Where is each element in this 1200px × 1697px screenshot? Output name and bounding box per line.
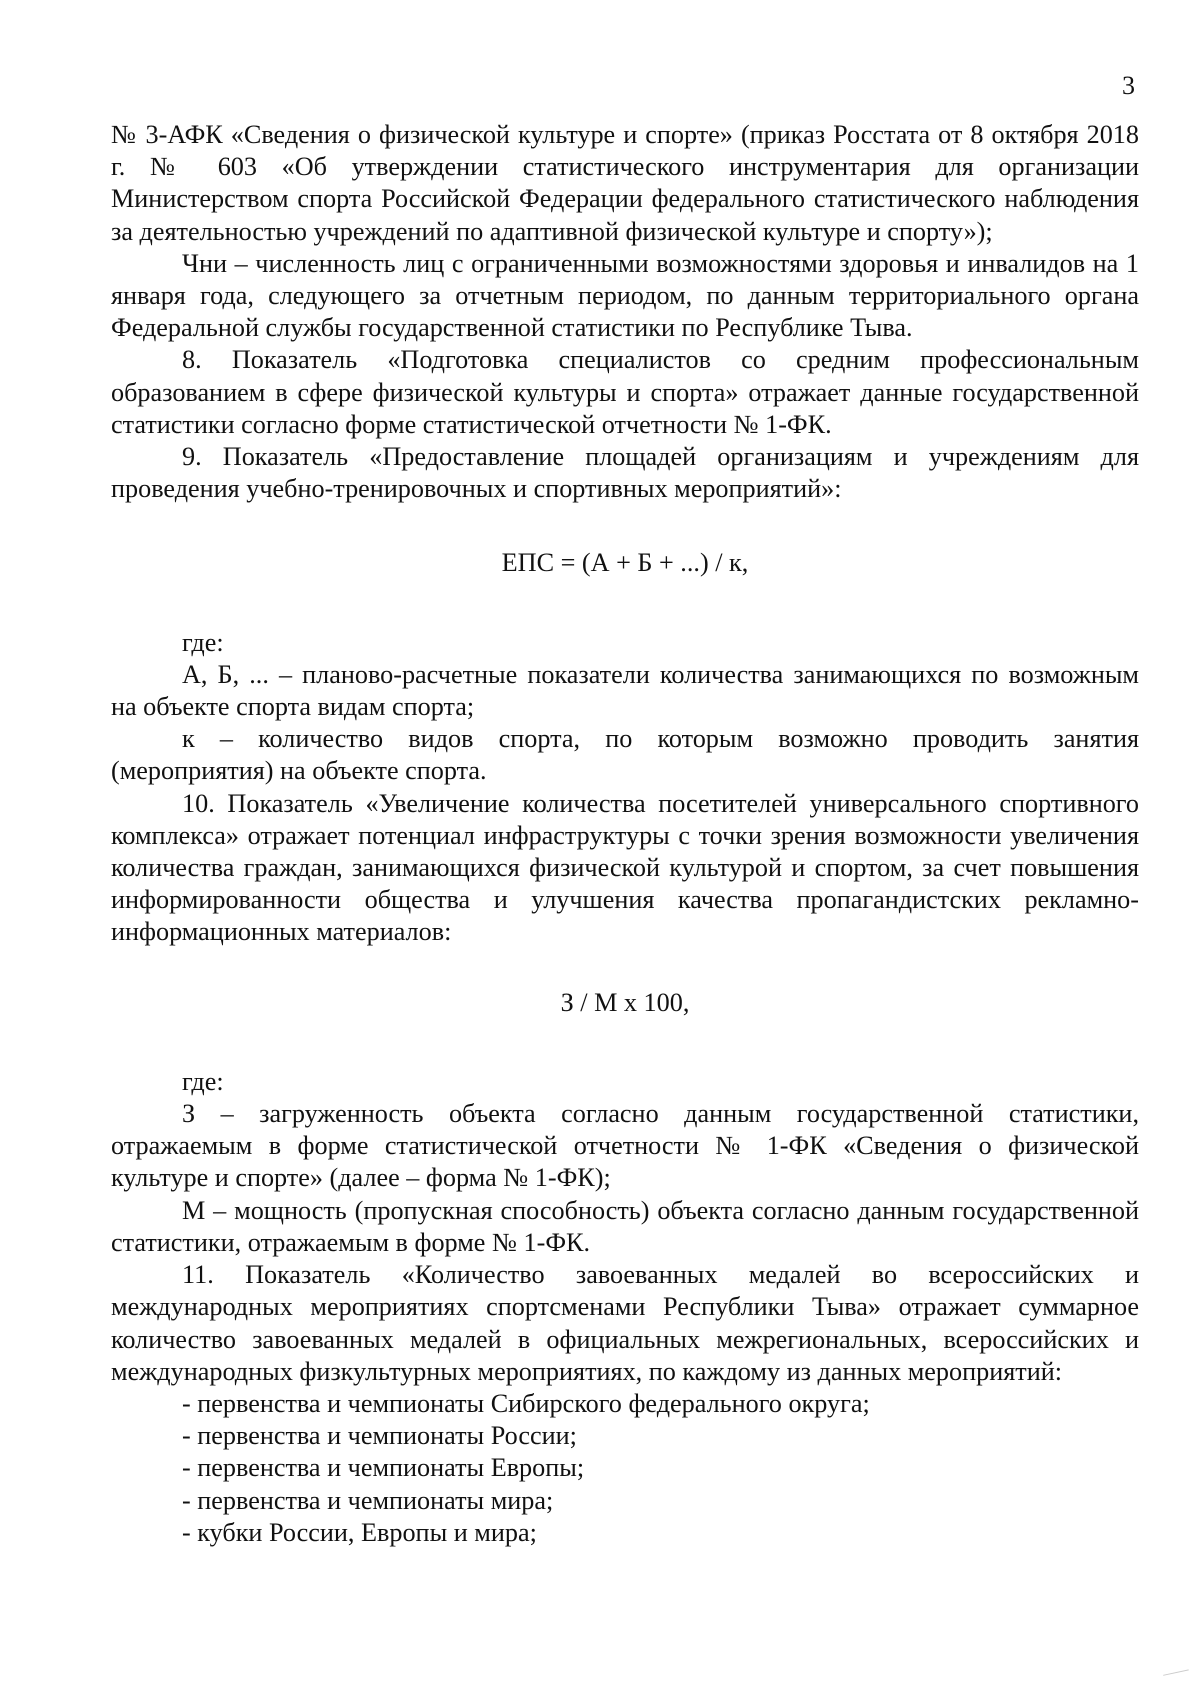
where-label-1: где: [182, 627, 224, 657]
competition-list [111, 1388, 1139, 1549]
document-body [111, 119, 1139, 1549]
formula-load-ratio: З / М х 100, [560, 987, 690, 1017]
formula-eps: ЕПС = (А + Б + ...) / к, [501, 548, 749, 578]
paragraph-m-definition: М – мощность (пропускная способность) объекта согласно данным государственной статистики, отражаемым в форме № 1-ФК. [111, 1195, 1139, 1257]
paragraph-k-definition: к – количество видов спорта, по которым возможно проводить занятия (мероприятия) на объекте спорта. [111, 724, 1139, 786]
list-item: - первенства и чемпионаты Сибирского федерального округа; [182, 1388, 870, 1418]
where-label-2: где: [182, 1066, 224, 1096]
paragraph-z-definition: З – загруженность объекта согласно данным государственной статистики, отражаемым в форме статистической отчетности № 1-ФК «Сведения о физической культуре и спорте» (далее – форма № 1-ФК); [111, 1099, 1139, 1193]
paragraph-afk-form: № 3-АФК «Сведения о физической культуре и спорте» (приказ Росстата от 8 октября 2018 г. № 603 «Об утверждении статистического инструментария для организации Министерством спорта Российской Федерации федерального статистического наблюдения за деятельностью учреждений по адаптивной физической культуре и спорту»); [111, 120, 1139, 246]
list-item: - первенства и чемпионаты Европы; [182, 1453, 585, 1483]
page-number: 3 [1122, 71, 1135, 100]
list-item: - первенства и чемпионаты мира; [182, 1485, 554, 1515]
paragraph-indicator-10: 10. Показатель «Увеличение количества посетителей универсального спортивного комплекса» отражает потенциал инфраструктуры с точки зрения возможности увеличения количества граждан, занимающихся физической культурой и спортом, за счет повышения информированности общества и улучшения качества пропагандистских рекламно-информационных материалов: [111, 788, 1139, 947]
paragraph-indicator-11: 11. Показатель «Количество завоеванных медалей во всероссийских и международных мероприятиях спортсменами Республики Тыва» отражает суммарное количество завоеванных медалей в официальных межрегиональных, всероссийских и международных физкультурных мероприятиях, по каждому из данных мероприятий: [111, 1260, 1139, 1386]
scan-artifact [1163, 1669, 1191, 1685]
paragraph-indicator-8: 8. Показатель «Подготовка специалистов со средним профессиональным образованием в сфере физической культуры и спорта» отражает данные государственной статистики согласно форме статистической отчетности № 1-ФК. [111, 345, 1139, 439]
list-item: - первенства и чемпионаты России; [182, 1421, 577, 1451]
paragraph-chni-definition: Чни – численность лиц с ограниченными возможностями здоровья и инвалидов на 1 января года, следующего за отчетным периодом, по данным территориального органа Федеральной службы государственной статистики по Республике Тыва. [111, 248, 1139, 343]
paragraph-a-b-definition: А, Б, ... – планово-расчетные показатели количества занимающихся по возможным на объекте спорта видам спорта; [111, 659, 1139, 722]
list-item: - кубки России, Европы и мира; [182, 1517, 537, 1547]
paragraph-indicator-9: 9. Показатель «Предоставление площадей организациям и учреждениям для проведения учебно-тренировочных и спортивных мероприятий»: [111, 442, 1139, 504]
